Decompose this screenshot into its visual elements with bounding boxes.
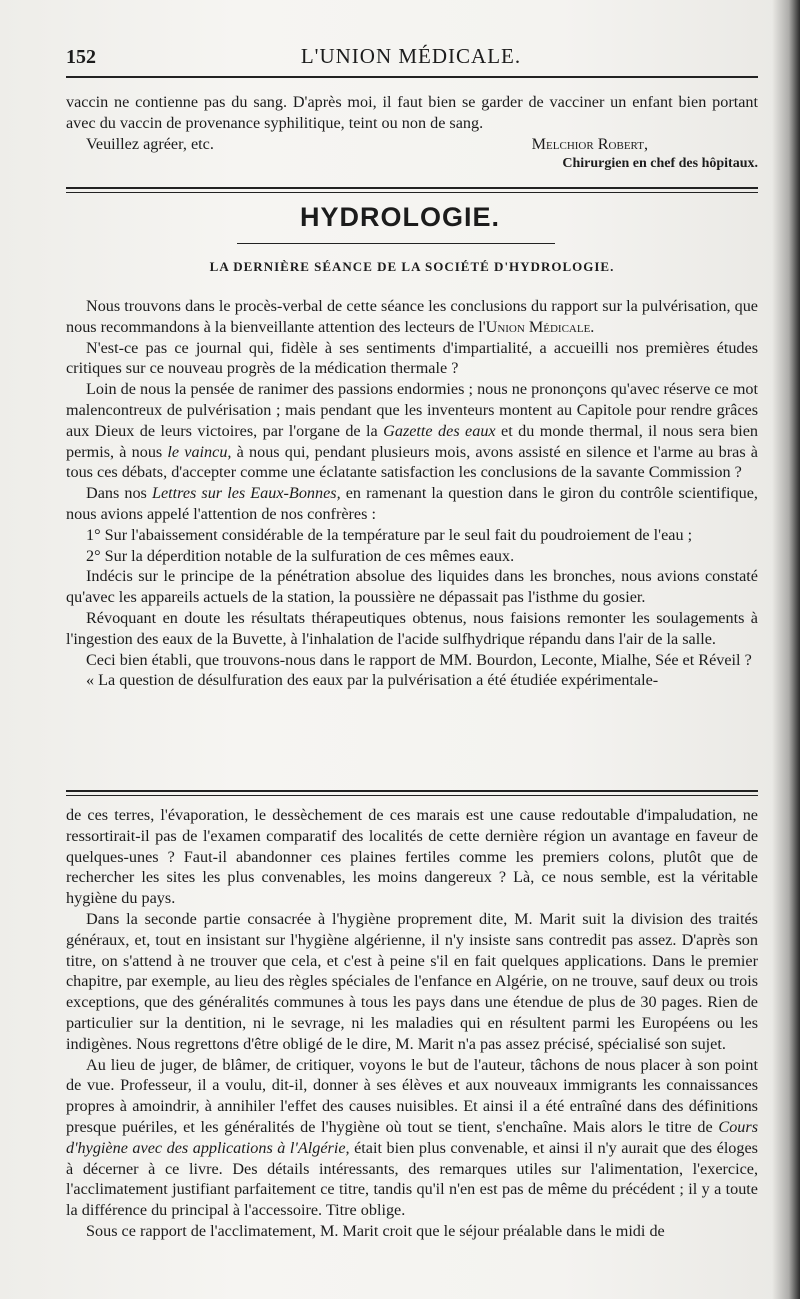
paragraph: Dans nos Lettres sur les Eaux-Bonnes, en ramenant la question dans le giron du contrôle scientifique, nous avions appelé l'attention de nos confrères :: [66, 484, 758, 523]
paragraph: Nous trouvons dans le procès-verbal de cette séance les conclusions du rapport sur la pulvérisation, que nous recommandons à la bienveillante attention des lecteurs de l'Union Médicale.: [66, 297, 758, 336]
letter-signature: Melchior Robert,: [531, 134, 648, 153]
paragraph: Sous ce rapport de l'acclimatement, M. Marit croit que le séjour préalable dans le midi de: [86, 1221, 665, 1240]
paragraph: Au lieu de juger, de blâmer, de critiquer, voyons le but de l'auteur, tâchons de nous placer à son point de vue. Professeur, il a voulu, dit-il, donner à ses élèves et aux nouveaux immigrants les connaissances propres à amoindrir, à annihiler l'effet des causes nuisibles. Et ainsi il a été entraîné dans des définitions presque puériles, et les généralités de l'hygiène où tout se tient, s'enchaîne. Mais alors le titre de Cours d'hygiène avec des applications à l'Algérie, était bien plus convenable, et ainsi il n'y aurait que des éloges à décerner à ce livre. Des détails intéressants, des remarques utiles sur l'alimentation, l'exercice, l'acclimatement justifiant parfaitement ce titre, tandis qu'il n'en est pas de même du précédent ; il y a toute la différence du principal à l'accessoire. Titre oblige.: [66, 1055, 758, 1220]
letter-closing: Veuillez agréer, etc.: [86, 134, 214, 153]
article-title: HYDROLOGIE.: [299, 202, 500, 232]
article-subtitle: LA DERNIÈRE SÉANCE DE LA SOCIÉTÉ D'HYDROLOGIE.: [209, 259, 615, 274]
header-rule: [66, 76, 758, 78]
feuilleton-body: [66, 805, 758, 1242]
section-rule-bottom: [66, 192, 758, 193]
letter-closing-line: [66, 134, 758, 155]
paragraph: « La question de désulfuration des eaux par la pulvérisation a été étudiée expérimentale-: [86, 671, 659, 690]
feuilleton-rule-bottom: [66, 795, 758, 796]
paragraph: Loin de nous la pensée de ranimer des passions endormies ; nous ne prononçons qu'avec réserve ce mot malencontreux de pulvérisation ; mais pendant que les inventeurs montent au Capitole pour rendre grâces aux Dieux de leurs victoires, par l'organe de la Gazette des eaux et du monde thermal, il nous sera bien permis, à nous le vaincu, à nous qui, pendant plusieurs mois, avons assisté en silence et l'arme au bras à tous ces débats, d'accepter comme une éclatante satisfaction les conclusions de la savante Commission ?: [66, 380, 758, 482]
section-rule-top: [66, 187, 758, 189]
letter-text: vaccin ne contienne pas du sang. D'après moi, il faut bien se garder de vacciner un enfant bien portant avec du vaccin de provenance syphilitique, teint ou non de sang.: [66, 93, 758, 132]
feuilleton-rule-top: [66, 790, 758, 792]
paragraph: 1° Sur l'abaissement considérable de la température par le seul fait du poudroiement de l'eau ;: [86, 525, 693, 544]
paragraph: Dans la seconde partie consacrée à l'hygiène proprement dite, M. Marit suit la division des traités généraux, et, tout en insistant sur l'hygiène algérienne, il n'y insiste sans contredit pas assez. D'après son titre, on s'attend à ne trouver que cela, et c'est à peine s'il en fait quelques applications. Dans le premier chapitre, par exemple, au lieu des règles spéciales de l'enfance en Algérie, on ne trouve, sauf deux ou trois exceptions, que des généralités communes à tous les pays dans une étendue de plus de 30 pages. Rien de particulier sur la dentition, ni le sevrage, ni les maladies qui en résultent parmi les Européens ou les indigènes. Nous regrettons d'être obligé de le dire, M. Marit n'a pas assez précisé, spécialisé son sujet.: [66, 909, 758, 1053]
letter-end: [66, 92, 758, 175]
article-body: [66, 296, 758, 691]
paragraph: Ceci bien établi, que trouvons-nous dans le rapport de MM. Bourdon, Leconte, Mialhe, Sée et Réveil ?: [86, 650, 752, 669]
paragraph: Indécis sur le principe de la pénétration absolue des liquides dans les bronches, nous avions constaté qu'avec les appareils actuels de la station, la poussière ne dépassait pas l'isthme du gosier.: [66, 567, 758, 607]
paragraph: 2° Sur la déperdition notable de la sulfuration de ces mêmes eaux.: [86, 546, 515, 565]
letter-signature-title: Chirurgien en chef des hôpitaux.: [562, 156, 758, 172]
title-underline: [237, 243, 555, 244]
journal-title: L'UNION MÉDICALE.: [300, 44, 522, 68]
paragraph: N'est-ce pas ce journal qui, fidèle à ses sentiments d'impartialité, a accueilli nos premières études critiques sur ce nouveau progrès de la médication thermale ?: [66, 338, 758, 378]
page-number: 152: [66, 46, 96, 68]
paragraph: de ces terres, l'évaporation, le dessèchement de ces marais est une cause redoutable d'impaludation, ne ressortirait-il pas de l'examen comparatif des localités de cette dernière région un avantage en faveur de quelques-unes ? Faut-il abandonner ces plaines fertiles comme les premiers colons, plutôt que de rechercher les sites les plus convenables, les moins dangereux ? Là, ce nous semble, est la véritable hygiène du pays.: [66, 806, 758, 908]
paragraph: Révoquant en doute les résultats thérapeutiques obtenus, nous faisions remonter les soulagements à l'ingestion des eaux de la Buvette, à l'inhalation de l'acide sulfhydrique répandu dans l'air de la salle.: [66, 608, 758, 648]
running-head: [66, 40, 756, 70]
page-edge-shadow: [772, 0, 800, 1299]
